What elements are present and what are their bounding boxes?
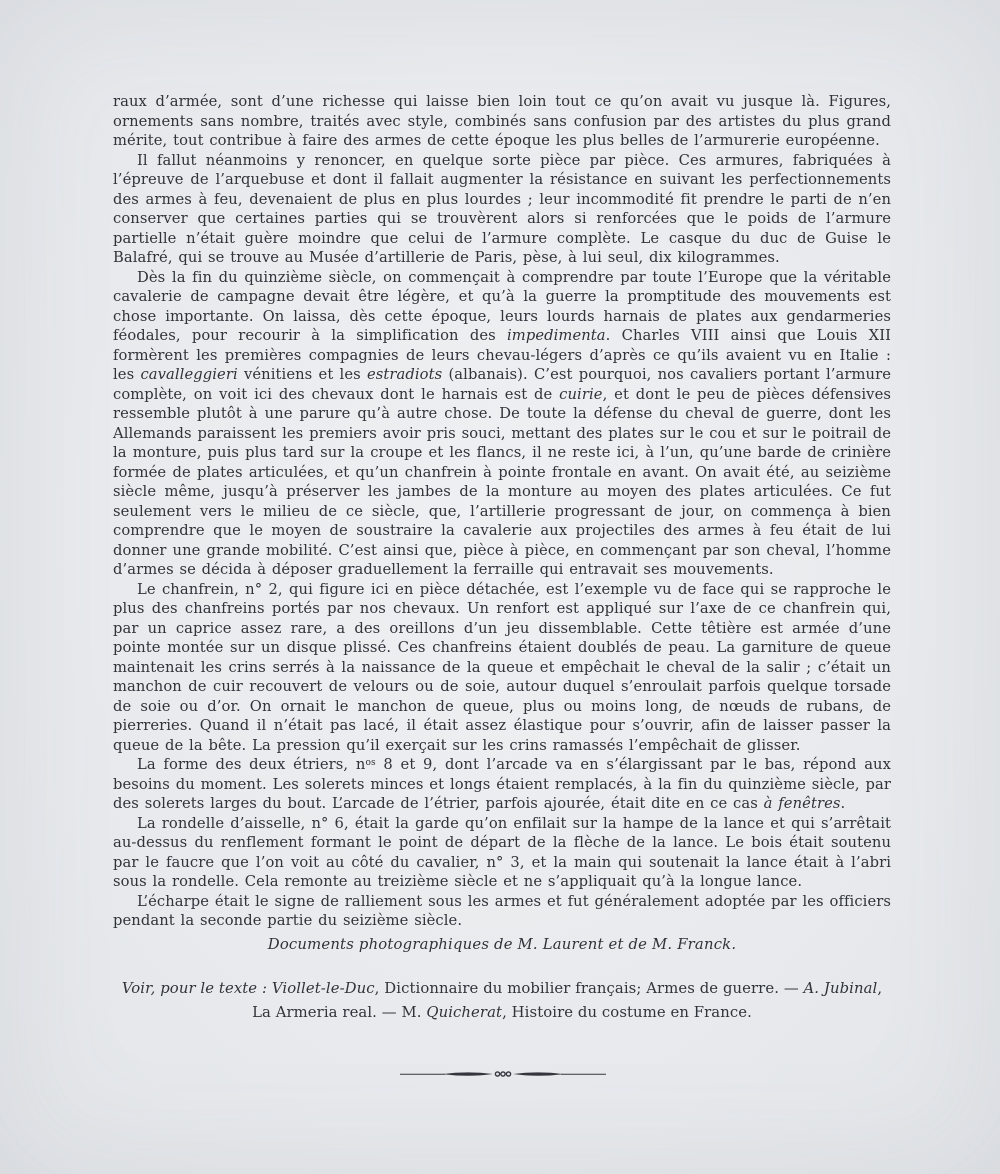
fleuron-divider <box>398 1066 608 1080</box>
paragraph: Il fallut néanmoins y renoncer, en quelque sorte pièce par pièce. Ces armures, fabriquées à l’épreuve de l’arquebuse et dont il fallait augmenter la résistance en suivant les perfectionnements des armes à feu, devenaient de plus en plus lourdes ; leur incommodité fit prendre le parti de n’en conserver que certaines parties qui se trouvèrent alors si renforcées que le poids de l’armure partielle n’était guère moindre que celui de l’armure complète. Le casque du duc de Guise le Balafré, qui se trouve au Musée d’artillerie de Paris, pèse, à lui seul, dix kilogrammes. <box>113 151 891 266</box>
paragraph: Dès la fin du quinzième siècle, on commençait à comprendre par toute l’Europe que la véritable cavalerie de campagne devait être légère, et qu’à la guerre la promptitude des mouvements est chose importante. On laissa, dès cette époque, leurs lourds harnais de plates aux gendarmeries féodales, pour recourir à la simplification des impedimenta. Charles VIII ainsi que Louis XII formèrent les premières compagnies de leurs chevau-légers d’après ce qu’ils avaient vu en Italie : les cavalleggieri vénitiens et les estradiots (albanais). C’est pourquoi, nos cavaliers portant l’armure complète, on voit ici des chevaux dont le harnais est de cuirie, et dont le peu de pièces défensives ressemble plutôt à une parure qu’à autre chose. De toute la défense du cheval de guerre, dont les Allemands paraissent les premiers avoir pris souci, mettant des plates sur le cou et sur le poitrail de la monture, puis plus tard sur la croupe et les flancs, il ne reste ici, à l’un, qu’une barde de crinière formée de plates articulées, et qu’un chanfrein à pointe frontale en avant. On avait été, au seizième siècle même, jusqu’à préserver les jambes de la monture au moyen des plates articulées. Ce fut seulement vers le milieu de ce siècle, que, l’artillerie progressant de jour, on commença à bien comprendre que le moyen de soustraire la cavalerie aux projectiles des armes à feu était de lui donner une grande mobilité. C’est ainsi que, pièce à pièce, en commençant par son cheval, l’homme d’armes se décida à déposer graduellement la ferraille qui entravait ses mouvements. <box>113 268 892 578</box>
bibliography <box>113 977 891 1024</box>
bibliography-line-1: Voir, pour le texte : Viollet-le-Duc, Dictionnaire du mobilier français; Armes de guerre. — A. Jubinal, <box>121 980 883 997</box>
body-text <box>113 92 891 931</box>
paragraph: L’écharpe était le signe de ralliement sous les armes et fut généralement adoptée par les officiers pendant la seconde partie du seizième siècle. <box>113 892 891 929</box>
paragraph: La forme des deux étriers, $n^{os}$ 8 et 9, dont l’arcade va en s’élargissant par le bas, répond aux besoins du moment. Les solerets minces et longs étaient remplacés, à la fin du quinzième siècle, par des solerets larges du bout. L’arcade de l’étrier, parfois ajourée, était dite en ce cas à fenêtres. <box>113 756 891 812</box>
paragraph: raux d’armée, sont d’une richesse qui laisse bien loin tout ce qu’on avait vu jusque là. Figures, ornements sans nombre, traités avec style, combinés sans confusion par des artistes du plus grand mérite, tout contribue à faire des armes de cette époque les plus belles de l’armurerie européenne. <box>113 93 891 149</box>
printers-rule-ornament-icon <box>398 1067 608 1081</box>
paragraph: Le chanfrein, n° 2, qui figure ici en pièce détachée, est l’exemple vu de face qui se rapproche le plus des chanfreins portés par nos chevaux. Un renfort est appliqué sur l’axe de ce chanfrein qui, par un caprice assez rare, a des oreillons d’un jeu dissemblable. Cette têtière est armée d’une pointe montée sur un disque plissé. Ces chanfreins étaient doublés de peau. La garniture de queue maintenait les crins serrés à la naissance de la queue et empêchait le cheval de la salir ; c’était un manchon de cuir recouvert de velours ou de soie, autour duquel s’enroulait parfois quelque torsade de soie ou d’or. On ornait le manchon de queue, plus ou moins long, de nœuds de rubans, de pierreries. Quand il n’était pas lacé, il était assez élastique pour s’ouvrir, afin de laisser passer la queue de la bête. La pression qu’il exerçait sur les crins ramassés l’empêchait de glisser. <box>113 580 891 754</box>
photo-credit-line: Documents photographiques de M. Laurent et de M. Franck. <box>267 936 737 953</box>
bibliography-line-2: La Armeria real. — M. Quicherat, Histoire du costume en France. <box>252 1003 752 1021</box>
paragraph: La rondelle d’aisselle, n° 6, était la garde qu’on enfilait sur la hampe de la lance et qui s’arrêtait au-dessus du renflement formant le point de départ de la flèche de la lance. Le bois était soutenu par le faucre que l’on voit au côté du cavalier, n° 3, et la main qui soutenait la lance était à l’abri sous la rondelle. Cela remonte au treizième siècle et ne s’appliquait qu’à la longue lance. <box>113 814 891 890</box>
